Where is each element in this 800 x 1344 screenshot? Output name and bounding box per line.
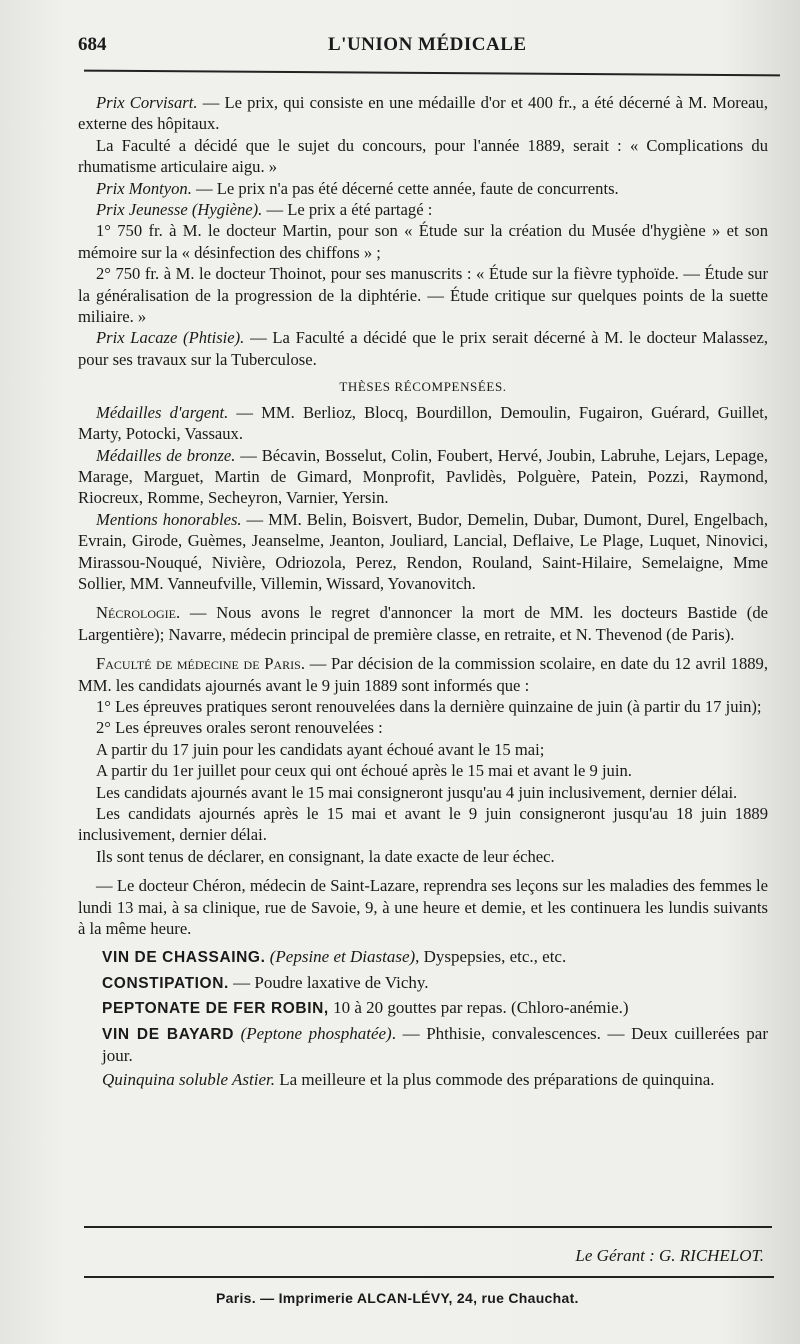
ad-quinquina: Quinquina soluble Astier. La meilleure et la plus commode des préparations de quinquina. bbox=[102, 1070, 715, 1090]
page-number: 684 bbox=[78, 34, 107, 55]
faculte-label: Faculté de médecine de Paris. bbox=[96, 654, 305, 674]
cheron-paragraph: — Le docteur Chéron, médecin de Saint-Lazare, reprendra ses leçons sur les maladies des femmes le lundi 13 mai, à sa clinique, rue de Savoie, 9, à une heure et demie, et les continuera les lundis suivants à la même heure. bbox=[78, 876, 768, 939]
prix-jeunesse-label: Prix Jeunesse (Hygiène). bbox=[96, 200, 263, 220]
necrologie-label: Nécrologie. bbox=[96, 603, 181, 623]
prix-lacaze-label: Prix Lacaze (Phtisie). bbox=[96, 328, 245, 348]
prix-lacaze-paragraph: Prix Lacaze (Phtisie). — La Faculté a décidé que le prix serait décerné à M. le docteur Malassez, pour ses travaux sur la Tuberculose. bbox=[78, 328, 768, 369]
prix-jeunesse-item-2: 2° 750 fr. à M. le docteur Thoinot, pour ses manuscrits : « Étude sur la fièvre typhoïde. — Étude sur la généralisation de la progression de la diphtérie. — Étude critique sur quelques points de la suette miliaire. » bbox=[78, 264, 768, 327]
imprint-rule bbox=[84, 1276, 774, 1278]
prix-jeunesse-paragraph: Prix Jeunesse (Hygiène). — Le prix a été partagé : bbox=[96, 200, 433, 220]
prix-corvisart-label: Prix Corvisart. bbox=[96, 93, 198, 112]
theses-heading: THÈSES RÉCOMPENSÉES. bbox=[339, 379, 507, 395]
faculte-item-1: 1° Les épreuves pratiques seront renouvelées dans la dernière quinzaine de juin (à partir du 17 juin); bbox=[96, 696, 762, 716]
ad-peptonate: PEPTONATE DE FER ROBIN, 10 à 20 gouttes par repas. (Chloro-anémie.) bbox=[102, 998, 629, 1018]
running-head bbox=[78, 34, 770, 62]
faculte-item-7: Ils sont tenus de déclarer, en consignant, la date exacte de leur échec. bbox=[96, 846, 555, 866]
prix-jeunesse-item-1: 1° 750 fr. à M. le docteur Martin, pour son « Étude sur la création du Musée d'hygiène » et son mémoire sur la « désinfection des chiffons » ; bbox=[78, 221, 768, 262]
faculte-item-5: Les candidats ajournés avant le 15 mai consigneront jusqu'au 4 juin inclusivement, dernier délai. bbox=[96, 782, 738, 802]
article-body bbox=[78, 92, 768, 1091]
prix-corvisart-paragraph: Prix Corvisart. — Le prix, qui consiste en une médaille d'or et 400 fr., a été décerné à M. Moreau, externe des hôpitaux. bbox=[78, 93, 768, 134]
mentions-paragraph: Mentions honorables. — MM. Belin, Boisvert, Budor, Demelin, Dubar, Dumont, Durel, Engelbach, Evrain, Girode, Guèmes, Jeanselme, Jeanton, Jouliard, Lancial, Deflaive, Le Plage, Luquet, Ninovici, Mirassou-Nouqué, Nivière, Odriozola, Perez, Rendon, Rouland, Saint-Hilaire, Semelaigne, Mme Sollier, MM. Vanneufville, Villemin, Wissard, Yovanovitch. bbox=[78, 509, 768, 593]
imprint-line: Paris. — Imprimerie ALCAN-LÉVY, 24, rue Chauchat. bbox=[216, 1290, 579, 1306]
medailles-argent-paragraph: Médailles d'argent. — MM. Berlioz, Blocq, Bourdillon, Demoulin, Fugairon, Guérard, Guillet, Marty, Potocki, Vassaux. bbox=[78, 402, 768, 444]
gerant-signature: Le Gérant : G. RICHELOT. bbox=[575, 1246, 764, 1265]
header-rule bbox=[84, 70, 780, 77]
concours-paragraph: La Faculté a décidé que le sujet du concours, pour l'année 1889, serait : « Complications du rhumatisme articulaire aigu. » bbox=[78, 135, 768, 177]
journal-title: L'UNION MÉDICALE bbox=[328, 34, 527, 55]
footer-rule bbox=[84, 1226, 772, 1228]
ad-vin-bayard: VIN DE BAYARD (Peptone phosphatée). — Phthisie, convalescences. — Deux cuillerées par jour. bbox=[102, 1023, 769, 1066]
ad-constipation: CONSTIPATION. — Poudre laxative de Vichy. bbox=[102, 972, 429, 992]
faculte-item-4: A partir du 1er juillet pour ceux qui ont échoué après le 15 mai et avant le 9 juin. bbox=[96, 761, 632, 781]
faculte-item-3: A partir du 17 juin pour les candidats ayant échoué avant le 15 mai; bbox=[96, 739, 545, 759]
medailles-bronze-paragraph: Médailles de bronze. — Bécavin, Bosselut, Colin, Foubert, Hervé, Joubin, Labruhe, Lejars, Lepage, Marage, Marguet, Martin de Gimard, Monprofit, Pavlidès, Polguère, Patein, Pozzi, Raymond, Riocreux, Romme, Secheyron, Varnier, Yersin. bbox=[78, 445, 768, 508]
ad-vin-chassaing: VIN DE CHASSAING. (Pepsine et Diastase), Dyspepsies, etc., etc. bbox=[102, 947, 567, 967]
prix-montyon-label: Prix Montyon. bbox=[96, 178, 192, 198]
prix-montyon-paragraph: Prix Montyon. — Le prix n'a pas été décerné cette année, faute de concurrents. bbox=[96, 178, 619, 198]
medailles-bronze-label: Médailles de bronze. bbox=[96, 445, 236, 465]
faculte-item-6: Les candidats ajournés après le 15 mai et avant le 9 juin consigneront jusqu'au 18 juin 1889 inclusivement, dernier délai. bbox=[78, 804, 768, 845]
mentions-label: Mentions honorables. bbox=[96, 509, 242, 529]
necrologie-paragraph: Nécrologie. — Nous avons le regret d'annoncer la mort de MM. les docteurs Bastide (de Largentière); Navarre, médecin principal de première classe, en retraite, et N. Thevenod (de Paris). bbox=[78, 603, 768, 644]
faculte-item-2: 2° Les épreuves orales seront renouvelées : bbox=[96, 718, 383, 738]
faculte-paragraph: Faculté de médecine de Paris. — Par décision de la commission scolaire, en date du 12 avril 1889, MM. les candidats ajournés avant le 9 juin 1889 sont informés que : bbox=[78, 654, 768, 695]
medailles-argent-label: Médailles d'argent. bbox=[96, 402, 229, 422]
